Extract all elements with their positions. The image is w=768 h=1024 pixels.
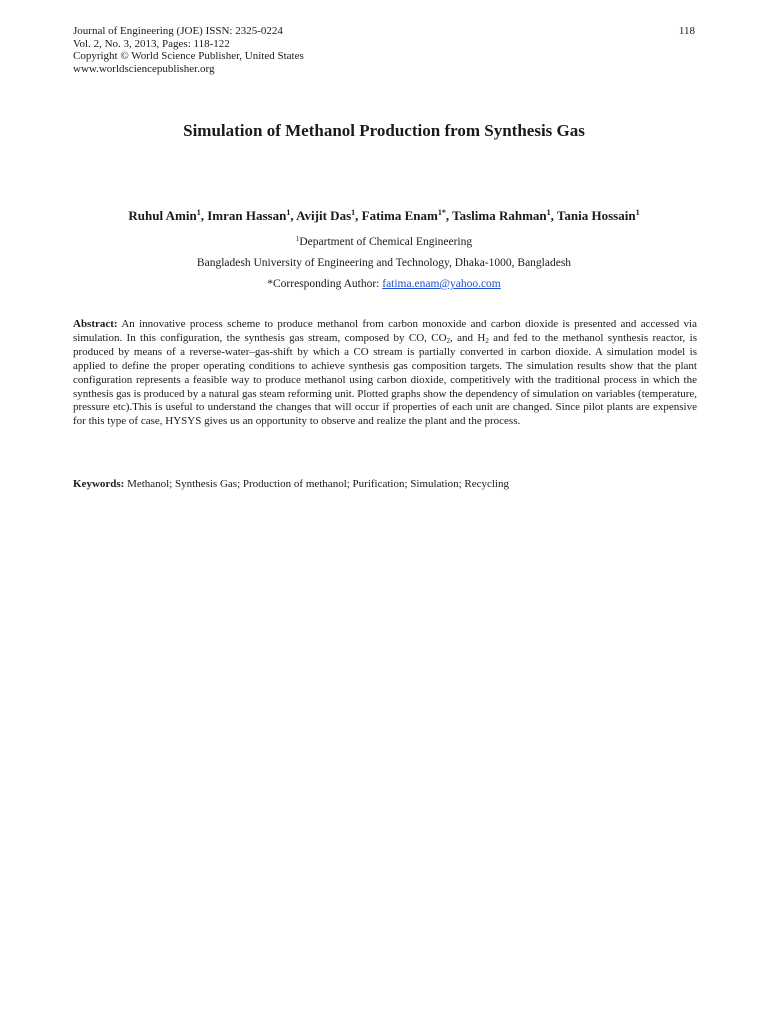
journal-volume: Vol. 2, No. 3, 2013, Pages: 118-122 [73, 37, 230, 50]
abstract [73, 318, 697, 429]
author-name: Imran Hassan [207, 208, 287, 223]
paper-title: Simulation of Methanol Production from Synthesis Gas [183, 121, 585, 140]
department [0, 235, 768, 248]
subscript: 2 [446, 336, 451, 345]
author-list: Ruhul Amin$^1$, Imran Hassan$^1$, Avijit Das$^1$, Fatima Enam$^{1*}$, Taslima Rahman$^1$, Tania Hossain$^1$ [128, 208, 640, 223]
keywords-text: Methanol; Synthesis Gas; Production of methanol; Purification; Simulation; Recycling [124, 478, 509, 490]
university: Bangladesh University of Engineering and Technology, Dhaka-1000, Bangladesh [196, 257, 572, 269]
keywords-label: Keywords: [73, 478, 125, 490]
email-link[interactable]: fatima.enam@yahoo.com [382, 278, 501, 290]
abstract-text: , and H [450, 331, 486, 344]
abstract-label: Abstract: [73, 318, 118, 330]
corresponding-label: *Corresponding Author: [267, 278, 383, 290]
page-number: 118 [678, 25, 695, 37]
subscript: 2 [485, 336, 489, 345]
author-name: Ruhul Amin [128, 208, 197, 223]
journal-header [73, 25, 304, 75]
journal-website: www.worldsciencepublisher.org [73, 62, 215, 75]
keywords [73, 478, 697, 490]
author-affiliation-mark: 1* [437, 208, 446, 217]
author-name: Avijit Das [296, 208, 352, 223]
abstract-text: An innovative process scheme to produce methanol from carbon monoxide and carbon dioxide is presented and accessed via simulation. In this configuration, the synthesis gas stream, composed by CO, CO [73, 318, 697, 344]
author-name: Fatima Enam [361, 208, 438, 223]
journal-name: Journal of Engineering (JOE) ISSN: 2325-0224 [73, 25, 283, 37]
author-name: Taslima Rahman [452, 208, 547, 223]
journal-copyright: Copyright © World Science Publisher, United States [73, 50, 304, 62]
author-name: Tania Hossain [556, 208, 636, 223]
author-affiliation-mark: 1 [286, 208, 291, 217]
author-affiliation-mark: 1 [196, 208, 201, 217]
department-name: Department of Chemical Engineering [299, 236, 473, 248]
author-affiliation-mark: 1 [546, 208, 551, 217]
author-affiliation-mark: 1 [635, 208, 640, 217]
corresponding-author [0, 278, 768, 290]
abstract-text: and fed to the methanol synthesis reactor, is produced by means of a reverse-water–gas-shift by which a CO stream is partially converted in carbon dioxide. A simulation model is applied to define the proper operating conditions to achieve synthesis gas composition targets. The simulation results show that the plant configuration represents a feasible way to produce methanol using carbon dioxide, competitively with the traditional process in which the synthesis gas is produced by a natural gas steam reforming unit. Plotted graphs show the dependency of simulation on variables (temperature, pressure etc).This is useful to understand the changes that will occur if properties of each unit are changed. Since pilot plants are expensive for this type of case, HYSYS gives us an opportunity to observe and realize the plant and the process. [73, 331, 698, 428]
author-affiliation-mark: 1 [351, 208, 356, 217]
department-mark: 1 [295, 235, 300, 243]
